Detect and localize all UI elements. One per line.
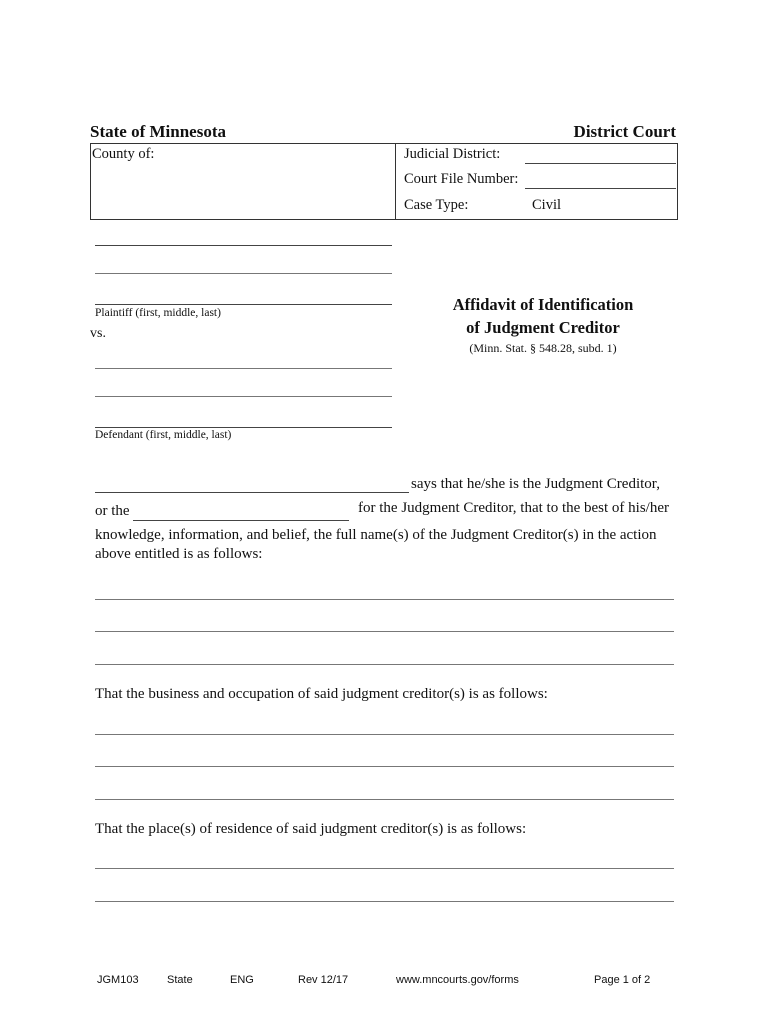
footer-revision: Rev 12/17 <box>298 974 349 986</box>
for-text: for the Judgment Creditor, that to the best of his/her <box>358 500 670 516</box>
vs-label: vs. <box>90 326 106 341</box>
footer-page-number: Page 1 of 2 <box>594 974 651 986</box>
case-type-value: Civil <box>532 197 562 213</box>
or-the-text: or the <box>95 503 130 519</box>
court-heading: District Court <box>573 122 676 141</box>
representative-field[interactable] <box>133 520 349 521</box>
creditor-name-line-2[interactable] <box>95 631 674 632</box>
creditor-name-line-1[interactable] <box>95 599 674 600</box>
court-file-number-label: Court File Number: <box>404 171 519 187</box>
knowledge-line-2: above entitled is as follows: <box>95 546 263 562</box>
affiant-name-field[interactable] <box>95 492 409 493</box>
business-text: That the business and occupation of said judgment creditor(s) is as follows: <box>95 686 548 702</box>
plaintiff-label: Plaintiff (first, middle, last) <box>95 307 221 319</box>
footer-type: State <box>167 974 193 986</box>
judicial-district-field[interactable] <box>525 163 676 164</box>
plaintiff-line-2[interactable] <box>95 273 392 274</box>
business-line-1[interactable] <box>95 734 674 735</box>
case-type-label: Case Type: <box>404 197 469 213</box>
business-line-2[interactable] <box>95 766 674 767</box>
footer-url[interactable]: www.mncourts.gov/forms <box>396 974 519 986</box>
caption-box <box>90 143 678 220</box>
defendant-line-3[interactable] <box>95 427 392 428</box>
residence-text: That the place(s) of residence of said judgment creditor(s) is as follows: <box>95 821 527 837</box>
creditor-name-line-3[interactable] <box>95 664 674 665</box>
county-label: County of: <box>92 146 155 162</box>
state-heading: State of Minnesota <box>90 122 226 141</box>
form-title-line-1: Affidavit of Identification <box>452 295 634 314</box>
residence-line-2[interactable] <box>95 901 674 902</box>
residence-line-1[interactable] <box>95 868 674 869</box>
defendant-line-1[interactable] <box>95 368 392 369</box>
business-line-3[interactable] <box>95 799 674 800</box>
plaintiff-line-3[interactable] <box>95 304 392 305</box>
footer-language: ENG <box>230 974 254 986</box>
form-title-line-2: of Judgment Creditor <box>466 318 620 337</box>
defendant-label: Defendant (first, middle, last) <box>95 429 232 441</box>
court-file-number-field[interactable] <box>525 188 676 189</box>
knowledge-line-1: knowledge, information, and belief, the full name(s) of the Judgment Creditor(s) in the action <box>95 527 657 543</box>
says-text: says that he/she is the Judgment Creditor, <box>411 476 660 492</box>
judicial-district-label: Judicial District: <box>404 146 501 162</box>
footer-form-code: JGM103 <box>97 974 139 986</box>
plaintiff-line-1[interactable] <box>95 245 392 246</box>
form-citation: (Minn. Stat. § 548.28, subd. 1) <box>469 341 617 355</box>
defendant-line-2[interactable] <box>95 396 392 397</box>
caption-divider <box>395 144 396 219</box>
